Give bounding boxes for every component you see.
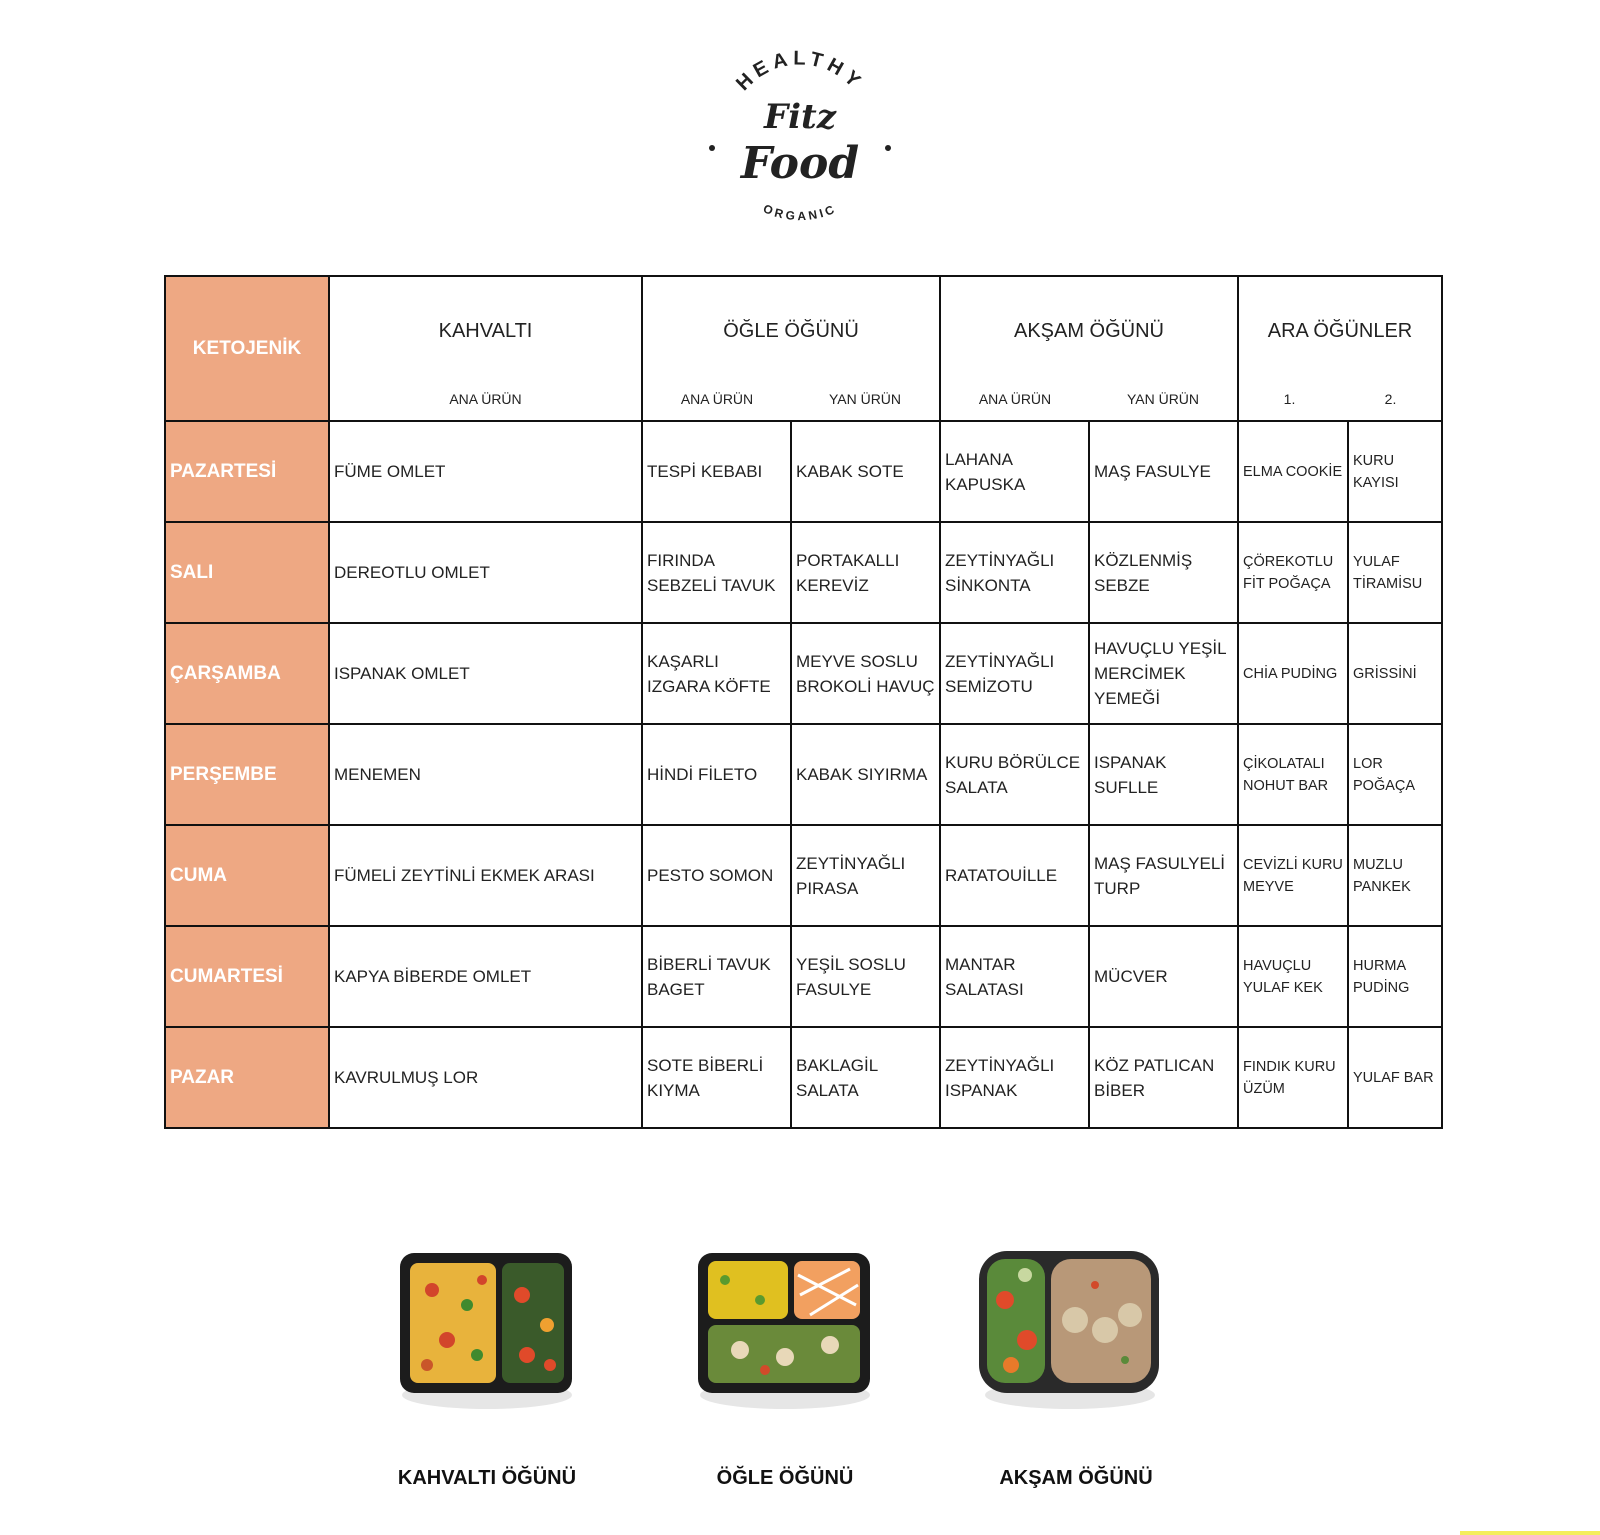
header-aksam bbox=[940, 276, 1238, 421]
cell-ara-1: ELMA COOKİE bbox=[1238, 421, 1348, 522]
sub-header: 2. bbox=[1384, 391, 1397, 407]
table-row bbox=[165, 421, 1442, 522]
day-label: PAZAR bbox=[165, 1027, 329, 1128]
day-label: CUMARTESİ bbox=[165, 926, 329, 1027]
cell-aksam-yan: MAŞ FASULYE bbox=[1089, 421, 1238, 522]
cell-kahvalti: ISPANAK OMLET bbox=[329, 623, 642, 724]
cell-kahvalti: DEREOTLU OMLET bbox=[329, 522, 642, 623]
svg-text:HEALTHY bbox=[732, 50, 868, 95]
cell-aksam-yan: ISPANAK SUFLLE bbox=[1089, 724, 1238, 825]
day-label: CUMA bbox=[165, 825, 329, 926]
meal-image-ogle bbox=[690, 1245, 880, 1415]
cell-aksam-ana: ZEYTİNYAĞLI ISPANAK bbox=[940, 1027, 1089, 1128]
cell-aksam-ana: ZEYTİNYAĞLI SİNKONTA bbox=[940, 522, 1089, 623]
cell-ogle-ana: TESPİ KEBABI bbox=[642, 421, 791, 522]
table-row bbox=[165, 724, 1442, 825]
logo-line1: Fitz bbox=[763, 97, 837, 137]
meal-label-kahvalti: KAHVALTI ÖĞÜNÜ bbox=[397, 1467, 577, 1489]
cell-ogle-yan: YEŞİL SOSLU FASULYE bbox=[791, 926, 940, 1027]
logo-dot-right bbox=[885, 145, 891, 151]
day-label: PAZARTESİ bbox=[165, 421, 329, 522]
logo-dot-left bbox=[709, 145, 715, 151]
cell-ara-1: CEVİZLİ KURU MEYVE bbox=[1238, 825, 1348, 926]
sub-header: ANA ÜRÜN bbox=[449, 391, 522, 407]
group-title: KAHVALTI bbox=[438, 320, 533, 342]
cell-aksam-ana: RATATOUİLLE bbox=[940, 825, 1089, 926]
corner-accent bbox=[1460, 1531, 1600, 1535]
cell-ogle-ana: HİNDİ FİLETO bbox=[642, 724, 791, 825]
cell-aksam-yan: KÖZLENMİŞ SEBZE bbox=[1089, 522, 1238, 623]
table-row bbox=[165, 1027, 1442, 1128]
diet-type-label: KETOJENİK bbox=[165, 276, 329, 421]
cell-ara-2: LOR POĞAÇA bbox=[1348, 724, 1442, 825]
cell-aksam-yan: HAVUÇLU YEŞİL MERCİMEK YEMEĞİ bbox=[1089, 623, 1238, 724]
cell-ogle-yan: MEYVE SOSLU BROKOLİ HAVUÇ bbox=[791, 623, 940, 724]
day-label: SALI bbox=[165, 522, 329, 623]
cell-ara-1: FINDIK KURU ÜZÜM bbox=[1238, 1027, 1348, 1128]
sub-header: ANA ÜRÜN bbox=[680, 391, 754, 407]
header-kahvalti bbox=[329, 276, 642, 421]
cell-aksam-ana: MANTAR SALATASI bbox=[940, 926, 1089, 1027]
cell-kahvalti: KAVRULMUŞ LOR bbox=[329, 1027, 642, 1128]
table-row bbox=[165, 623, 1442, 724]
group-title: ARA ÖĞÜNLER bbox=[1267, 320, 1413, 342]
sub-header: YAN ÜRÜN bbox=[828, 391, 902, 407]
table-row bbox=[165, 522, 1442, 623]
cell-ara-1: ÇİKOLATALI NOHUT BAR bbox=[1238, 724, 1348, 825]
meal-image-kahvalti bbox=[392, 1245, 582, 1415]
cell-aksam-ana: KURU BÖRÜLCE SALATA bbox=[940, 724, 1089, 825]
cell-ara-2: HURMA PUDİNG bbox=[1348, 926, 1442, 1027]
day-label: PERŞEMBE bbox=[165, 724, 329, 825]
cell-ogle-yan: PORTAKALLI KEREVİZ bbox=[791, 522, 940, 623]
cell-ogle-yan: ZEYTİNYAĞLI PIRASA bbox=[791, 825, 940, 926]
cell-ara-2: YULAF TİRAMİSU bbox=[1348, 522, 1442, 623]
cell-aksam-ana: LAHANA KAPUSKA bbox=[940, 421, 1089, 522]
cell-ara-2: MUZLU PANKEK bbox=[1348, 825, 1442, 926]
group-title: AKŞAM ÖĞÜNÜ bbox=[1013, 320, 1165, 342]
cell-ara-1: ÇÖREKOTLU FİT POĞAÇA bbox=[1238, 522, 1348, 623]
cell-kahvalti: KAPYA BİBERDE OMLET bbox=[329, 926, 642, 1027]
logo-bottom-text: ORGANIC bbox=[761, 201, 839, 224]
meal-label-aksam: AKŞAM ÖĞÜNÜ bbox=[999, 1467, 1153, 1489]
cell-ara-2: KURU KAYISI bbox=[1348, 421, 1442, 522]
logo-top-text: HEALTHY bbox=[732, 50, 868, 96]
header-ogle bbox=[642, 276, 940, 421]
svg-text:ORGANIC bbox=[761, 201, 839, 223]
cell-ara-2: GRİSSİNİ bbox=[1348, 623, 1442, 724]
cell-aksam-ana: ZEYTİNYAĞLI SEMİZOTU bbox=[940, 623, 1089, 724]
table-row bbox=[165, 825, 1442, 926]
logo-graphic bbox=[700, 50, 900, 230]
cell-aksam-yan: MÜCVER bbox=[1089, 926, 1238, 1027]
cell-ogle-yan: KABAK SOTE bbox=[791, 421, 940, 522]
day-label: ÇARŞAMBA bbox=[165, 623, 329, 724]
cell-ogle-ana: FIRINDA SEBZELİ TAVUK bbox=[642, 522, 791, 623]
weekly-menu-table bbox=[164, 275, 1443, 1129]
header-ara bbox=[1238, 276, 1442, 421]
cell-ogle-yan: KABAK SIYIRMA bbox=[791, 724, 940, 825]
table-row bbox=[165, 926, 1442, 1027]
logo-line2: Food bbox=[740, 138, 860, 189]
sub-header: YAN ÜRÜN bbox=[1126, 391, 1200, 407]
meal-label-ogle: ÖĞLE ÖĞÜNÜ bbox=[716, 1467, 854, 1489]
sub-header: 1. bbox=[1283, 391, 1296, 407]
cell-kahvalti: FÜMELİ ZEYTİNLİ EKMEK ARASI bbox=[329, 825, 642, 926]
cell-kahvalti: MENEMEN bbox=[329, 724, 642, 825]
cell-aksam-yan: KÖZ PATLICAN BİBER bbox=[1089, 1027, 1238, 1128]
brand-logo bbox=[700, 50, 900, 230]
group-title: ÖĞLE ÖĞÜNÜ bbox=[723, 320, 859, 342]
meal-image-aksam bbox=[975, 1245, 1165, 1415]
cell-ara-2: YULAF BAR bbox=[1348, 1027, 1442, 1128]
cell-ogle-ana: SOTE BİBERLİ KIYMA bbox=[642, 1027, 791, 1128]
cell-ara-1: HAVUÇLU YULAF KEK bbox=[1238, 926, 1348, 1027]
cell-aksam-yan: MAŞ FASULYELİ TURP bbox=[1089, 825, 1238, 926]
cell-ara-1: CHİA PUDİNG bbox=[1238, 623, 1348, 724]
cell-ogle-ana: BİBERLİ TAVUK BAGET bbox=[642, 926, 791, 1027]
cell-ogle-yan: BAKLAGİL SALATA bbox=[791, 1027, 940, 1128]
cell-ogle-ana: KAŞARLI IZGARA KÖFTE bbox=[642, 623, 791, 724]
cell-ogle-ana: PESTO SOMON bbox=[642, 825, 791, 926]
cell-kahvalti: FÜME OMLET bbox=[329, 421, 642, 522]
sub-header: ANA ÜRÜN bbox=[978, 391, 1052, 407]
